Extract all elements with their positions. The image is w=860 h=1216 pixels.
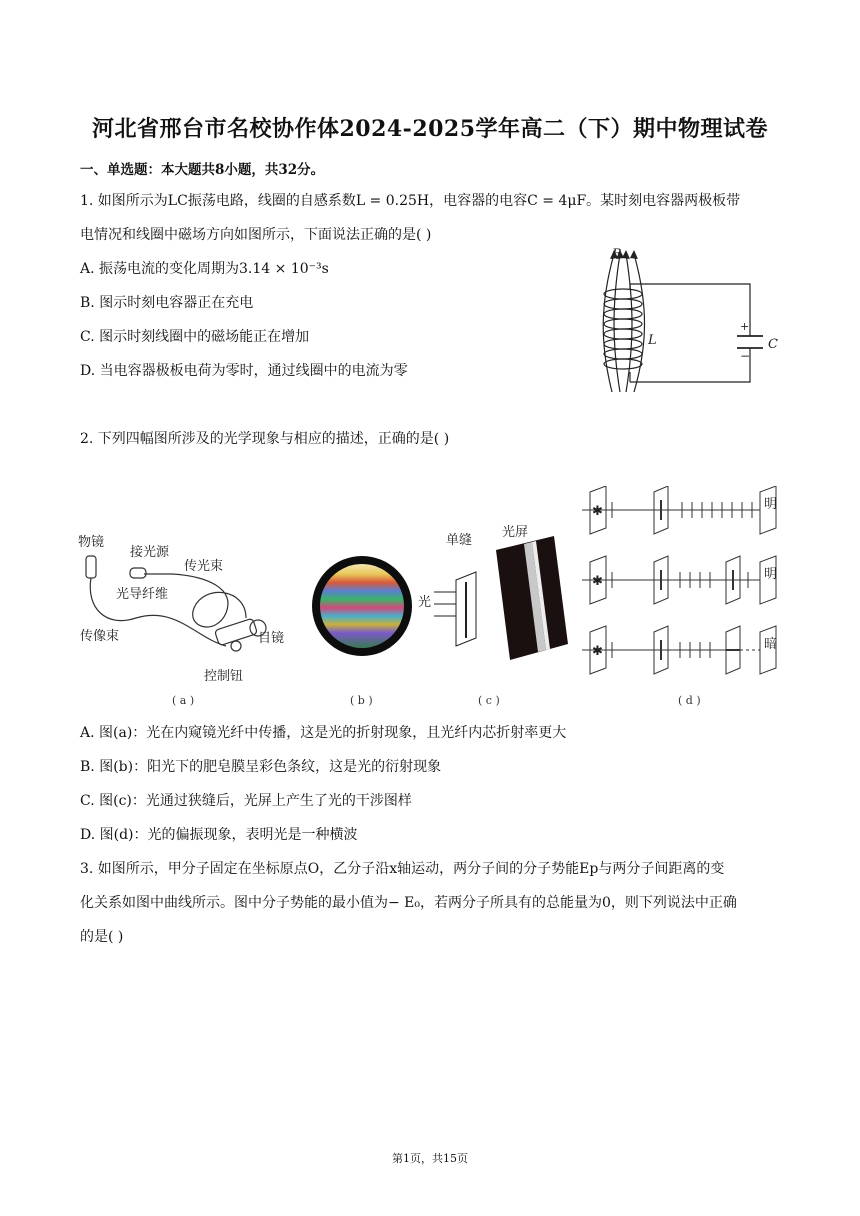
- section-heading: 一、单选题：本大题共8小题，共32分。: [80, 162, 325, 178]
- q2-option-c: C. 图(c)：光通过狭缝后，光屏上产生了光的干涉图样: [80, 793, 412, 809]
- svg-text:−: −: [740, 349, 751, 363]
- single-slit-figure: [416, 520, 576, 706]
- svg-text:✱: ✱: [592, 504, 603, 519]
- label-eyepiece: 目镜: [258, 631, 285, 646]
- polarization-figure: [582, 486, 782, 706]
- label-light-source: 接光源: [130, 545, 170, 560]
- q2-option-a: A. 图(a)：光在内窥镜光纤中传播，这是光的折射现象，且光纤内芯折射率更大: [80, 725, 567, 741]
- caption-d: ( d ): [678, 694, 701, 706]
- q1-option-a: A. 振荡电流的变化周期为3.14 × 10⁻³s: [80, 261, 329, 277]
- q1-stem-line2: 电情况和线圈中磁场方向如图所示，下面说法正确的是( ): [80, 227, 432, 243]
- q2-option-d: D. 图(d)：光的偏振现象，表明光是一种横波: [80, 827, 358, 843]
- label-single-slit: 单缝: [446, 533, 473, 548]
- q3-stem-line1: 3. 如图所示，甲分子固定在坐标原点O，乙分子沿x轴运动，两分子间的分子势能Ep与两分子间距离的变: [80, 861, 725, 877]
- lc-circuit-figure: [590, 244, 790, 396]
- q1-stem-line1: 1. 如图所示为LC振荡电路，线圈的自感系数L = 0.25H，电容器的电容C = 4μF。某时刻电容器两极板带: [80, 193, 741, 209]
- label-control-knob: 控制钮: [204, 669, 244, 684]
- caption-c: ( c ): [478, 694, 500, 706]
- label-image-bundle: 传像束: [80, 629, 120, 644]
- endoscope-figure: [76, 528, 298, 706]
- q1-option-b: B. 图示时刻电容器正在充电: [80, 295, 254, 311]
- label-objective-lens: 物镜: [78, 535, 105, 550]
- caption-a: ( a ): [172, 694, 195, 706]
- caption-b: ( b ): [350, 694, 373, 706]
- page-title: 河北省邢台市名校协作体2024-2025学年高二（下）期中物理试卷: [91, 116, 769, 142]
- label-screen: 光屏: [502, 525, 529, 540]
- row3-result: 暗: [764, 637, 778, 652]
- svg-text:✱: ✱: [592, 574, 603, 589]
- field-label-b: B: [612, 247, 622, 262]
- q2-stem: 2. 下列四幅图所涉及的光学现象与相应的描述，正确的是( ): [80, 431, 450, 447]
- label-light: 光: [418, 595, 432, 610]
- q3-stem-line2: 化关系如图中曲线所示。图中分子势能的最小值为− E₀，若两分子所具有的总能量为0，则下列说法中正确: [80, 895, 737, 911]
- q1-option-d: D. 当电容器极板电荷为零时，通过线圈中的电流为零: [80, 363, 408, 379]
- coil-label-l: L: [648, 333, 657, 348]
- soap-film-figure: [312, 540, 416, 706]
- row1-result: 明: [764, 497, 778, 512]
- svg-text:+: +: [740, 320, 750, 333]
- q2-option-b: B. 图(b)：阳光下的肥皂膜呈彩色条纹，这是光的衍射现象: [80, 759, 442, 775]
- label-optical-fiber: 光导纤维: [116, 587, 169, 602]
- row2-result: 明: [764, 567, 778, 582]
- page-footer: 第1页，共15页: [392, 1152, 468, 1165]
- q3-stem-line3: 的是( ): [80, 929, 124, 945]
- capacitor-label-c: C: [768, 337, 778, 352]
- svg-text:✱: ✱: [592, 644, 603, 659]
- label-light-beam: 传光束: [184, 559, 224, 574]
- q1-option-c: C. 图示时刻线圈中的磁场能正在增加: [80, 329, 310, 345]
